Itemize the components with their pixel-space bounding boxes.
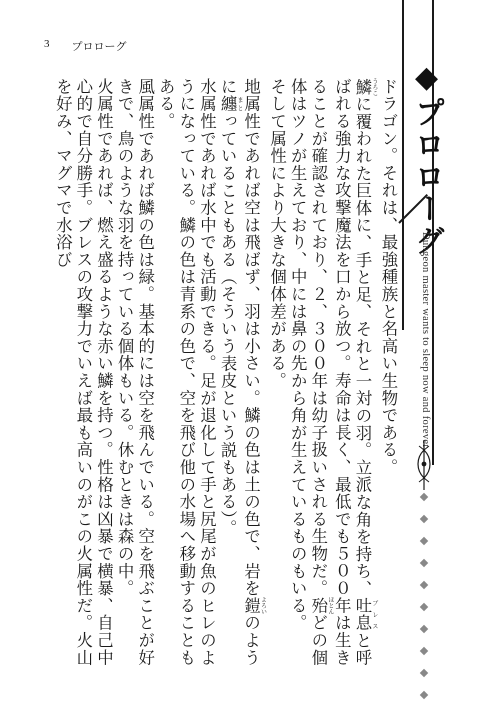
ruby-annotation: [241, 596, 267, 615]
ruby-base: 吐息: [352, 597, 372, 632]
diamond-ornament: [420, 559, 428, 567]
paragraph-text: 風属性であれば鱗の色は緑。基本的には空を飛んでいる。空を飛ぶことが好きで、鳥のような羽を持っている個体もいる。休むときは森の中。: [115, 78, 155, 667]
paragraph-5: [155, 78, 217, 678]
paragraph-1: [377, 78, 398, 678]
ruby-text: うろこ: [370, 78, 378, 96]
body-text: [38, 78, 398, 678]
paragraph-4: [216, 78, 266, 678]
chapter-subtitle: Dungeon master wants to sleep now and forever.: [420, 232, 431, 451]
ruby-annotation: [308, 596, 334, 615]
ruby-base: 纏: [218, 95, 238, 113]
diamond-ornament: [420, 669, 428, 677]
paragraph-text: そして属性により大きな個体差がある。: [267, 78, 287, 390]
paragraph-7: [52, 78, 114, 678]
diamond-ornament: [420, 691, 428, 699]
ruby-text: まと: [236, 95, 244, 113]
chapter-title: ◆プロローグ: [409, 60, 444, 257]
page-number: 3: [44, 38, 50, 50]
paragraph-text: に覆われた巨体に、手と足、それと一対の羽。立派な角を持ち、: [352, 95, 372, 598]
ruby-text: ほとん: [326, 596, 334, 615]
running-title: プロローグ: [71, 40, 127, 53]
ruby-base: 鱗: [352, 78, 372, 96]
diamond-ornament: [420, 603, 428, 611]
paragraph-text: のように: [218, 78, 261, 667]
paragraph-text: 地属性であれば空は飛ばず、羽は小さい。鱗の色は土の色で、岩を: [241, 78, 261, 597]
diamond-ornament: [420, 625, 428, 633]
ruby-annotation: [352, 597, 378, 632]
diamond-ornament: [420, 493, 428, 501]
diamond-ornament: [420, 537, 428, 545]
diamond-ornament: [420, 581, 428, 589]
diamond-ornament: [420, 515, 428, 523]
paragraph-text: と呼ばれる強力な攻撃魔法を口から放つ。寿命は長く、最低でも５００年は生きることが確認されており、２、３００年は幼子扱いされる生物だ。: [308, 78, 372, 667]
paragraph-text: っていることもある（そういう表皮という説もある）。: [218, 112, 238, 537]
paragraph-text: どの個体はツノが生えており、中には鼻の先から角が生えているものもいる。: [288, 78, 328, 667]
ruby-base: 殆: [308, 596, 328, 615]
paragraph-6: [113, 78, 154, 678]
ornament-icon: [412, 440, 436, 490]
paragraph-text: ドラゴン。それは、最強種族と名高い生物である。: [379, 78, 398, 476]
paragraph-text: 水属性であれば水中でも活動できる。足が退化して手と尻尾が魚のヒレのようになっている。鱗の色は青系の色で、空を飛び他の水場へ移動することもある。: [156, 78, 217, 667]
ruby-text: ブレス: [370, 597, 378, 632]
ruby-annotation: [218, 95, 244, 113]
ruby-base: 鎧: [241, 596, 261, 615]
paragraph-3: [266, 78, 287, 678]
paragraph-text: 火属性であれば、燃え盛るような赤い鱗を持つ。性格は凶暴で横暴、自己中心的で自分勝手。ブレスの攻撃力でいえば最も高いのがこの火属性だ。火山を好み、マグマで水浴び: [53, 78, 114, 667]
ruby-annotation: [352, 78, 378, 96]
ruby-text: よろい: [259, 596, 267, 615]
page-header: [44, 38, 127, 54]
paragraph-2: [287, 78, 378, 678]
diamond-ornament: [420, 647, 428, 655]
